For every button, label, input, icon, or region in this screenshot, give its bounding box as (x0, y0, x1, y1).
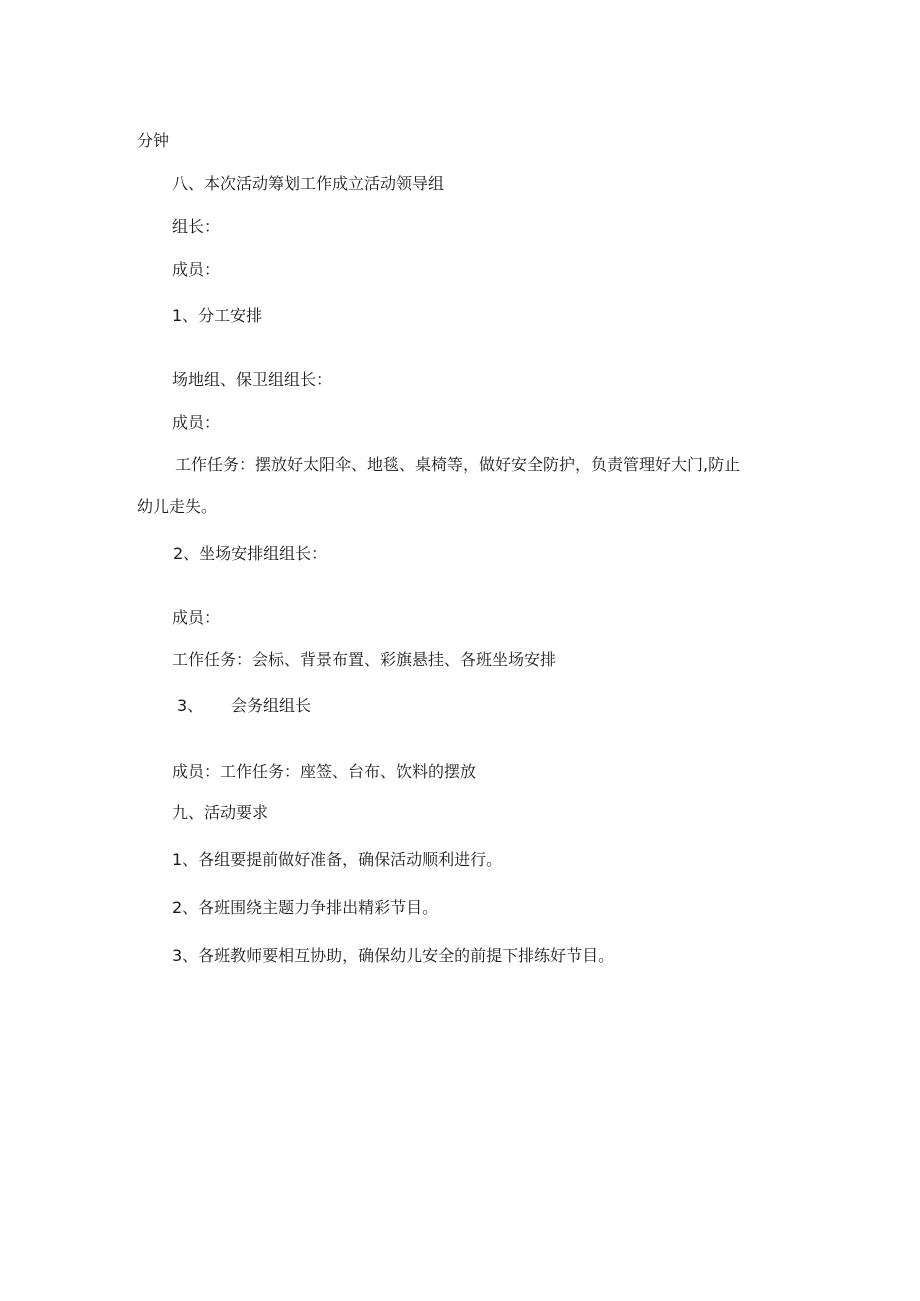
requirement-2: 2、各班围绕主题力争排出精彩节目。 (172, 898, 439, 917)
division-heading-1: 1、分工安排 (172, 306, 263, 325)
division-heading-3 (177, 696, 311, 716)
task-line-1a: 工作任务：摆放好太阳伞、地毯、桌椅等，做好安全防护，负责管理好大门,防止 (175, 455, 741, 474)
division-3-text: 会务组组长 (231, 696, 312, 715)
section-9-heading: 九、活动要求 (172, 803, 269, 822)
task-line-2: 工作任务：会标、背景布置、彩旗悬挂、各班坐场安排 (172, 650, 557, 669)
members-task-line-4: 成员：工作任务：座签、台布、饮料的摆放 (172, 762, 477, 781)
section-8-heading: 八、本次活动筹划工作成立活动领导组 (172, 174, 445, 193)
text-fenzhong: 分钟 (137, 131, 170, 150)
requirement-1: 1、各组要提前做好准备，确保活动顺利进行。 (172, 850, 503, 869)
members-line-1: 成员： (172, 260, 221, 279)
division-3-number: 3、 (177, 696, 204, 715)
division-heading-2: 2、坐场安排组组长： (173, 544, 328, 563)
requirement-3: 3、各班教师要相互协助，确保幼儿安全的前提下排练好节目。 (172, 946, 615, 965)
leader-line: 组长： (172, 217, 221, 236)
venue-security-leader: 场地组、保卫组组长： (172, 370, 333, 389)
members-line-2: 成员： (172, 413, 221, 432)
members-line-3: 成员： (172, 608, 221, 627)
task-line-1b: 幼儿走失。 (137, 497, 218, 516)
